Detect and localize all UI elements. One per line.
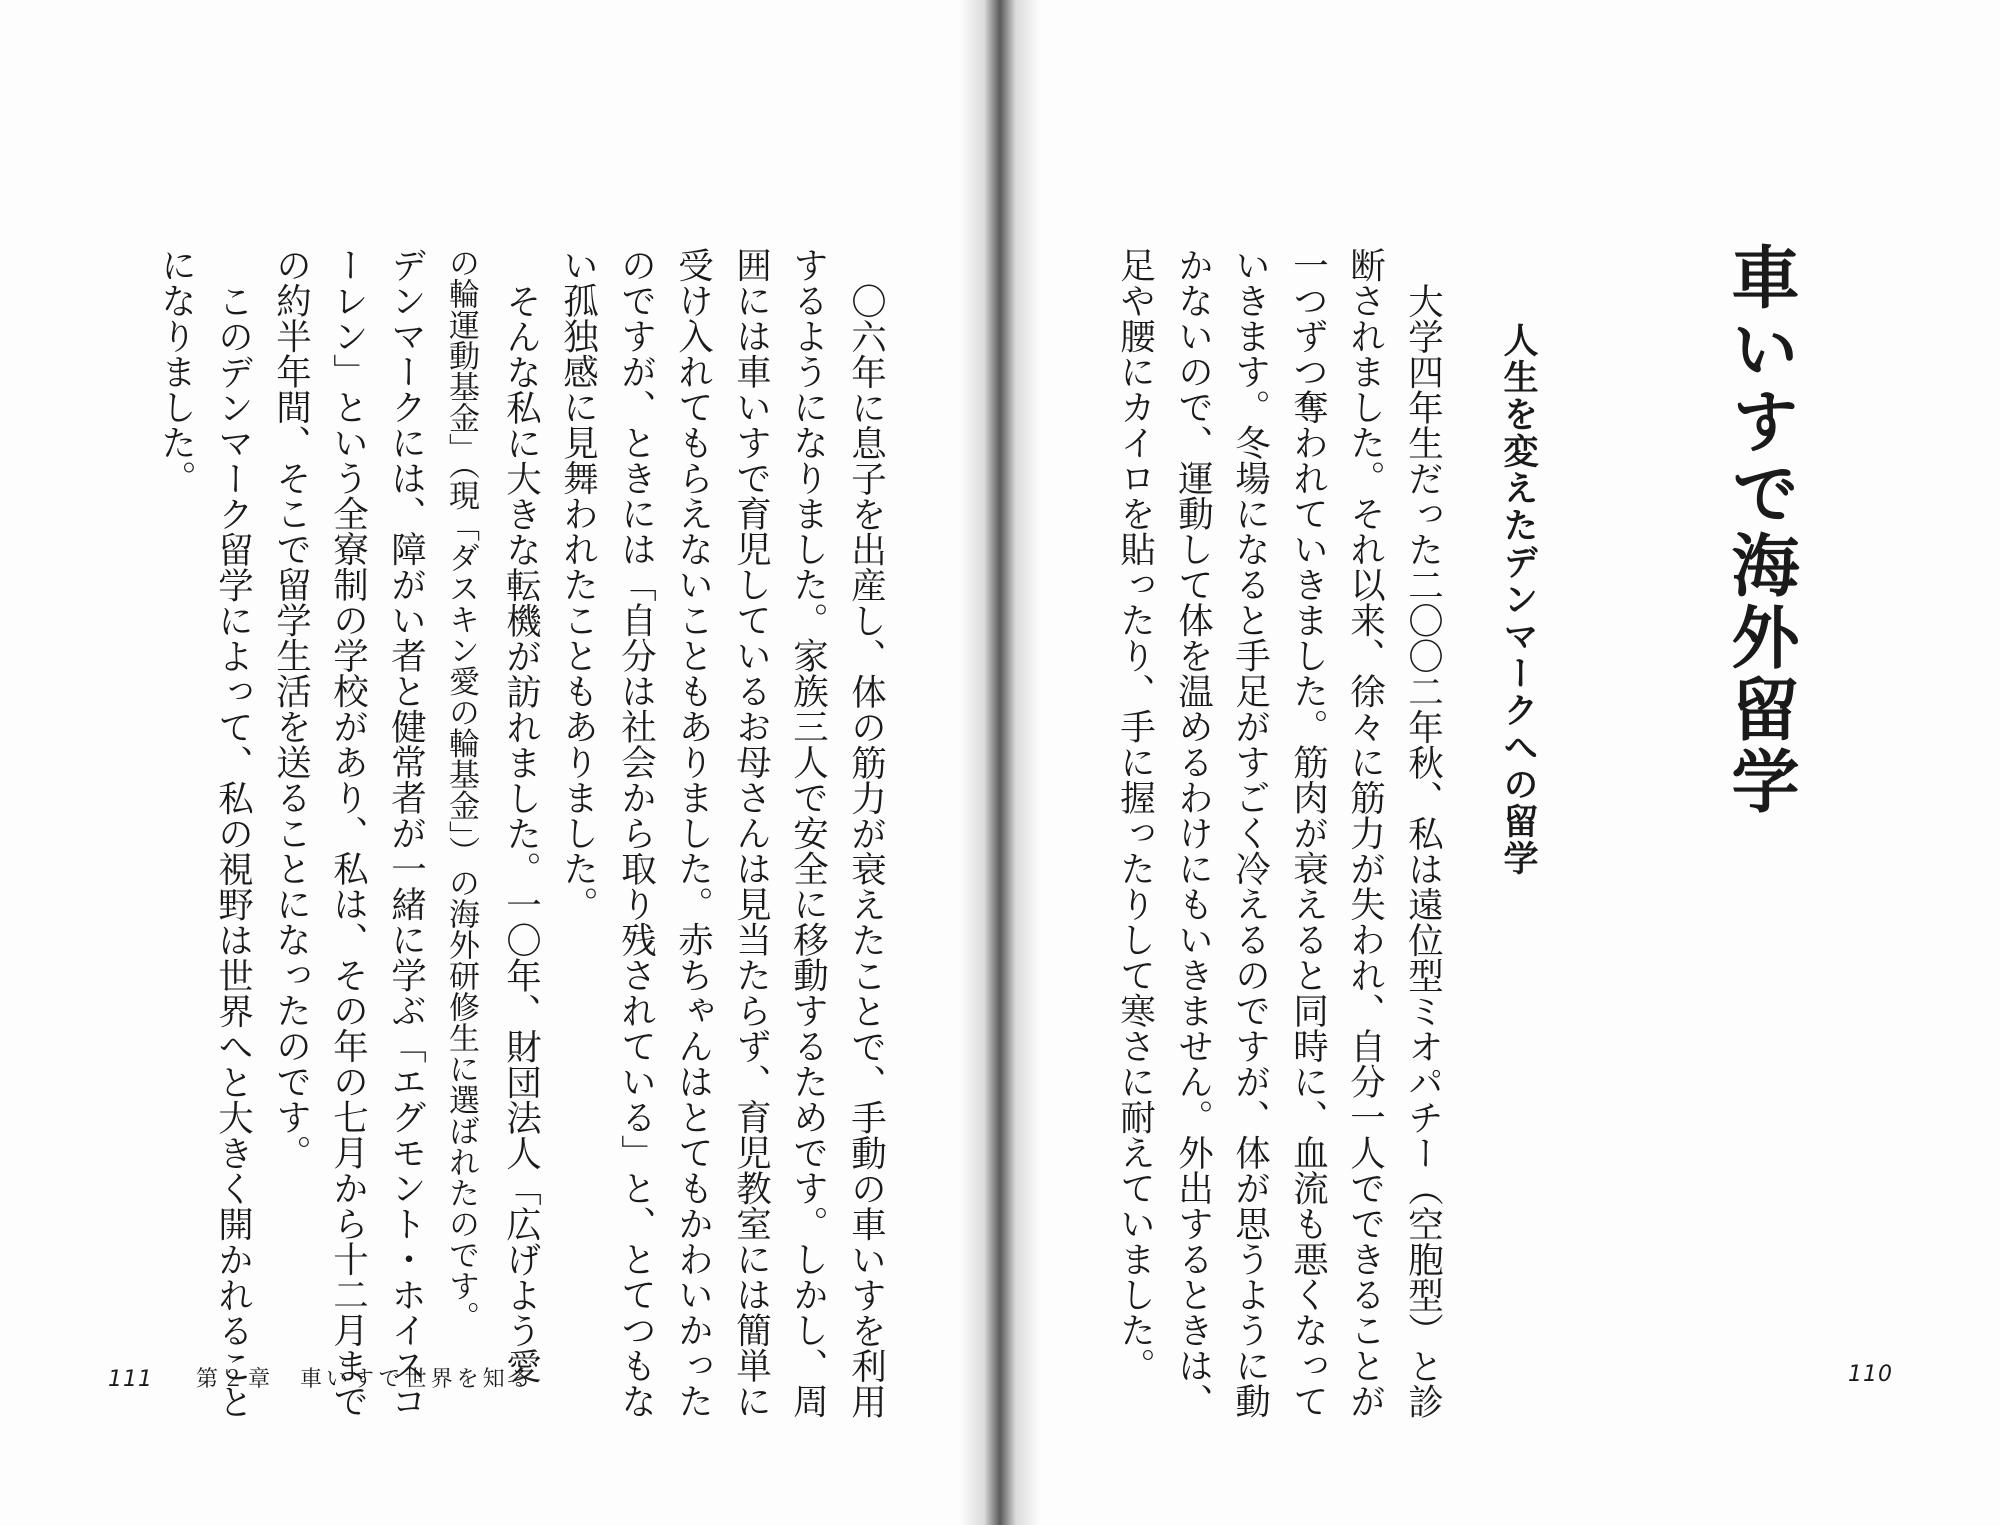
body-line: 大学四年生だった二〇〇二年秋、私は遠位型ミオパチー（空胞型）と診	[1402, 283, 1444, 1419]
body-line: の約半年間、そこで留学生活を送ることになったのです。	[270, 247, 312, 1170]
body-line: になりました。	[155, 247, 197, 496]
running-head: 第２章 車いすで世界を知る	[196, 1367, 535, 1392]
footer-right	[1848, 1362, 1893, 1387]
body-line: デンマークには、障がい者と健常者が一緒に学ぶ「エグモント・ホイスコ	[385, 247, 427, 1419]
page-number: 110	[1848, 1362, 1893, 1387]
page-110	[1010, 0, 2000, 1525]
body-line: 受け入れてもらえないこともありました。赤ちゃんはとてもかわいかった	[672, 247, 714, 1419]
footer-left	[108, 1362, 535, 1393]
body-line: 足や腰にカイロを貼ったり、手に握ったりして寒さに耐えていました。	[1114, 247, 1156, 1383]
body-line: 断されました。それ以来、徐々に筋力が失われ、自分一人でできることが	[1344, 247, 1386, 1419]
section-title: 人生を変えたデンマークへの留学	[1498, 322, 1538, 877]
body-line: 囲には車いすで育児しているお母さんは見当たらず、育児教室には簡単に	[730, 247, 772, 1419]
body-line: のですが、ときには「自分は社会から取り残されている」と、とてつもな	[615, 247, 657, 1419]
body-line: の輪運動基金」（現「ダスキン愛の輪基金」）の海外研修生に選ばれたのです。	[443, 247, 479, 1332]
body-line: このデンマーク留学によって、私の視野は世界へと大きく開かれること	[212, 283, 254, 1419]
page-111	[0, 0, 990, 1525]
body-line: 一つずつ奪われていきました。筋肉が衰えると同時に、血流も悪くなって	[1287, 247, 1329, 1419]
page-number: 111	[108, 1367, 153, 1392]
body-line: い孤独感に見舞われたこともありました。	[557, 247, 599, 922]
body-line: かないので、運動して体を温めるわけにもいきません。外出するときは、	[1172, 247, 1214, 1419]
body-line: ーレン」という全寮制の学校があり、私は、その年の七月から十二月まで	[327, 247, 369, 1419]
chapter-title: 車いすで海外留学	[1720, 242, 1799, 818]
book-gutter-shadow	[960, 0, 1040, 1525]
body-line: するようになりました。家族三人で安全に移動するためです。しかし、周	[787, 247, 829, 1419]
body-line: 〇六年に息子を出産し、体の筋力が衰えたことで、手動の車いすを利用	[845, 283, 887, 1419]
body-line: そんな私に大きな転機が訪れました。一〇年、財団法人「広げよう愛	[500, 283, 542, 1384]
body-line: いきます。冬場になると手足がすごく冷えるのですが、体が思うように動	[1229, 247, 1271, 1419]
